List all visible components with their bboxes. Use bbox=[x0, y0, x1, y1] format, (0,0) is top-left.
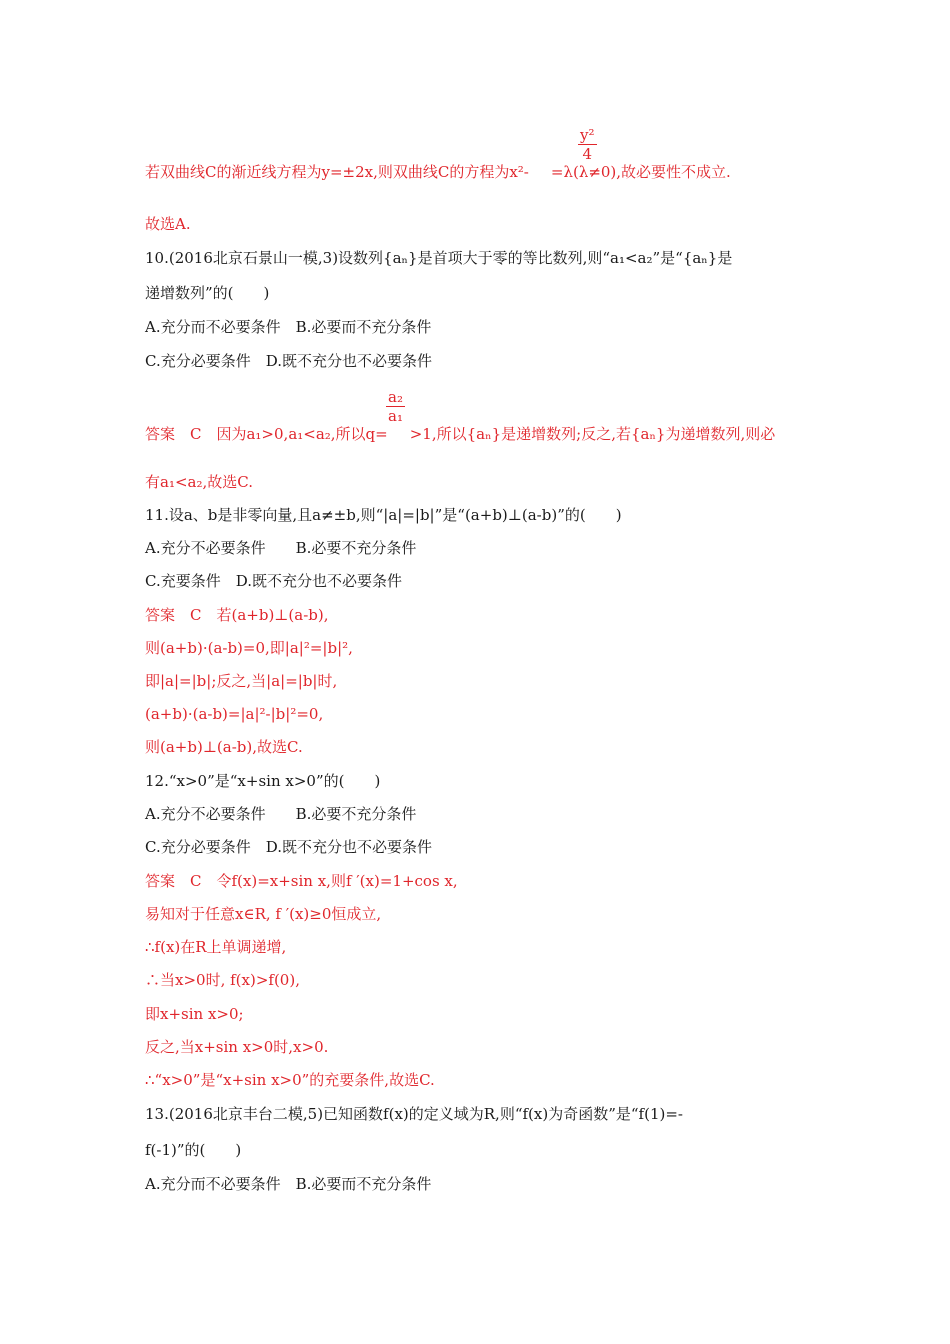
q12-answer-line1: 答案 C 令f(x)=x+sin x,则f ′(x)=1+cos x, bbox=[145, 872, 458, 890]
fraction-denominator: 4 bbox=[582, 145, 593, 163]
fraction-numerator: y² bbox=[580, 126, 595, 144]
q11-options-ab: A.充分不必要条件 B.必要不充分条件 bbox=[145, 539, 417, 557]
q12-options-ab: A.充分不必要条件 B.必要不充分条件 bbox=[145, 805, 417, 823]
fraction-y2-over-4 bbox=[578, 126, 597, 163]
q10-stem-line2: 递增数列”的( ) bbox=[145, 284, 270, 302]
q11-options-cd: C.充要条件 D.既不充分也不必要条件 bbox=[145, 572, 402, 590]
q13-stem-line2: f(-1)”的( ) bbox=[145, 1141, 242, 1159]
q11-answer-line4: (a+b)·(a-b)=|a|²-|b|²=0, bbox=[145, 705, 324, 723]
q11-answer-line3: 即|a|=|b|;反之,当|a|=|b|时, bbox=[145, 672, 338, 690]
q11-answer-line5: 则(a+b)⊥(a-b),故选C. bbox=[145, 738, 303, 756]
q12-answer-line2: 易知对于任意x∈R, f ′(x)≥0恒成立, bbox=[145, 905, 382, 923]
q10-answer-line2: 有a₁<a₂,故选C. bbox=[145, 473, 253, 491]
q10-answer-line1: 答案 C 因为a₁>0,a₁<a₂,所以q= >1,所以{aₙ}是递增数列;反之,若{aₙ}为递增数列,则必 bbox=[145, 425, 776, 443]
q12-answer-line7: ∴“x>0”是“x+sin x>0”的充要条件,故选C. bbox=[145, 1071, 435, 1089]
fraction-denominator: a₁ bbox=[388, 407, 403, 425]
q13-options-ab: A.充分而不必要条件 B.必要而不充分条件 bbox=[145, 1175, 432, 1193]
q11-answer-line1: 答案 C 若(a+b)⊥(a-b), bbox=[145, 606, 329, 624]
q10-options-cd: C.充分必要条件 D.既不充分也不必要条件 bbox=[145, 352, 432, 370]
q10-options-ab: A.充分而不必要条件 B.必要而不充分条件 bbox=[145, 318, 432, 336]
fraction-numerator: a₂ bbox=[388, 388, 403, 406]
q12-stem: 12.“x>0”是“x+sin x>0”的( ) bbox=[145, 772, 381, 790]
q12-answer-line5: 即x+sin x>0; bbox=[145, 1005, 244, 1023]
q12-options-cd: C.充分必要条件 D.既不充分也不必要条件 bbox=[145, 838, 432, 856]
q12-answer-line4: ∴当x>0时, f(x)>f(0), bbox=[145, 971, 300, 989]
q11-stem: 11.设a、b是非零向量,且a≠±b,则“|a|=|b|”是“(a+b)⊥(a-b)”的( ) bbox=[145, 506, 622, 524]
q13-stem-line1: 13.(2016北京丰台二模,5)已知函数f(x)的定义域为R,则“f(x)为奇函数”是“f(1)=- bbox=[145, 1105, 683, 1123]
q12-answer-line3: ∴f(x)在R上单调递增, bbox=[145, 938, 287, 956]
fraction-a2-over-a1 bbox=[386, 388, 405, 425]
q11-answer-line2: 则(a+b)·(a-b)=0,即|a|²=|b|², bbox=[145, 639, 353, 657]
q9-conclusion: 故选A. bbox=[145, 215, 191, 233]
q12-answer-line6: 反之,当x+sin x>0时,x>0. bbox=[145, 1038, 329, 1056]
q9-answer-line: 若双曲线C的渐近线方程为y=±2x,则双曲线C的方程为x²- =λ(λ≠0),故必要性不成立. bbox=[145, 163, 731, 181]
q10-stem-line1: 10.(2016北京石景山一模,3)设数列{aₙ}是首项大于零的等比数列,则“a₁<a₂”是“{aₙ}是 bbox=[145, 249, 733, 267]
